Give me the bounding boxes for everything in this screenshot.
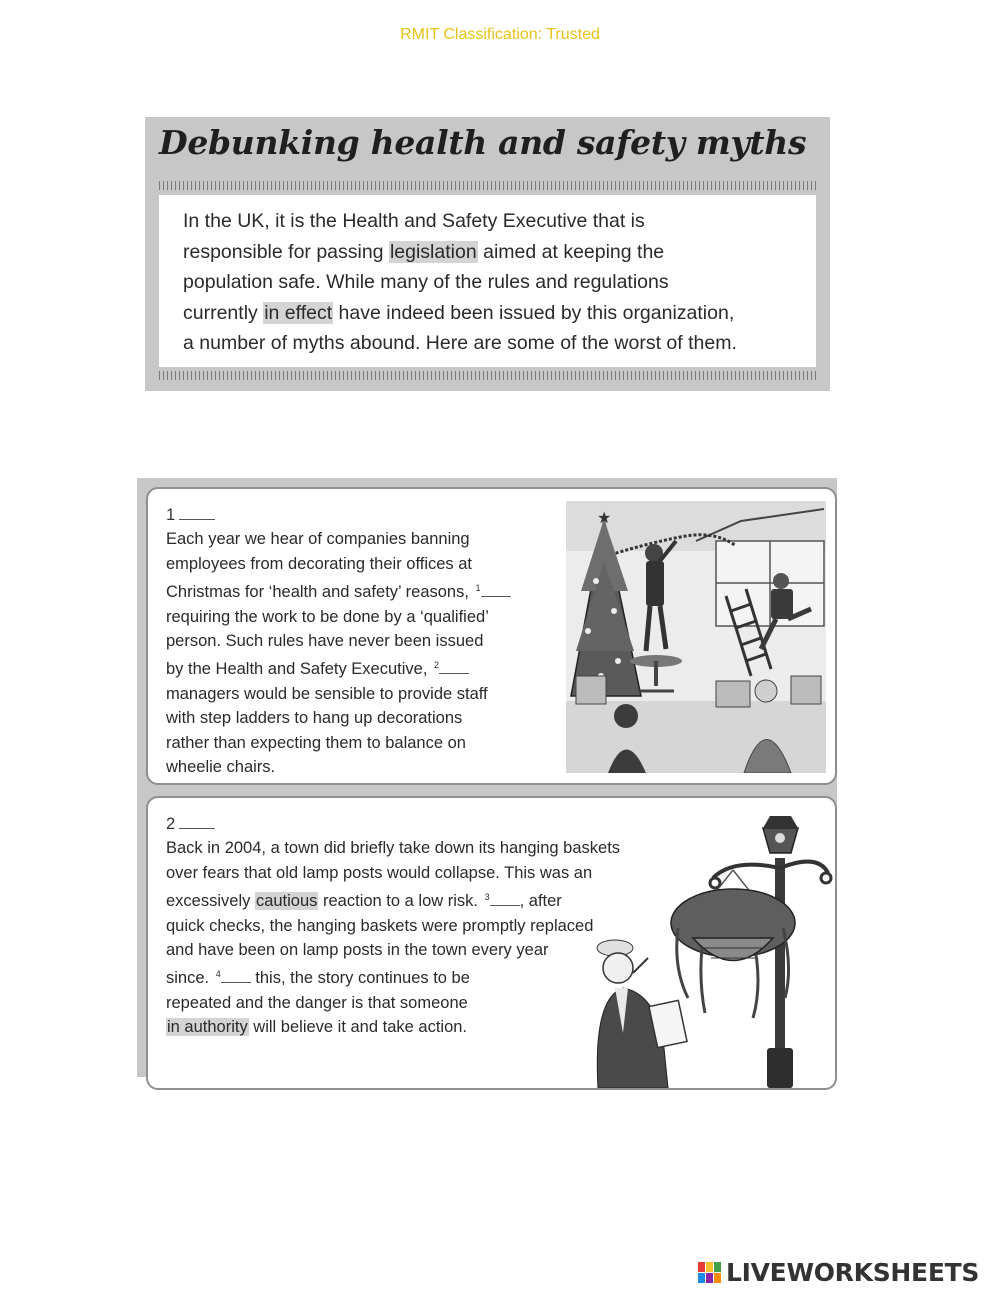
gap-number: 2 bbox=[434, 660, 440, 671]
highlighted-term: in effect bbox=[264, 301, 333, 324]
myth-heading-2 bbox=[166, 812, 620, 836]
text-line bbox=[183, 267, 803, 298]
text-line bbox=[166, 1015, 620, 1039]
text-line bbox=[166, 861, 620, 885]
gap-number: 1 bbox=[475, 583, 481, 594]
heading-blank-2[interactable] bbox=[179, 816, 215, 829]
text-line bbox=[166, 682, 511, 706]
text-line bbox=[166, 938, 620, 962]
myth-card-1 bbox=[146, 487, 837, 785]
text-run: a number of myths abound. Here are some of the worst of them. bbox=[183, 332, 737, 354]
text-run: requiring the work to be done by a ‘qualified’ bbox=[166, 607, 489, 626]
text-run: since. bbox=[166, 969, 214, 988]
text-line bbox=[166, 629, 511, 653]
myth-number: 2 bbox=[166, 815, 176, 833]
text-run: aimed at keeping the bbox=[477, 240, 665, 263]
page-title: Debunking health and safety myths bbox=[159, 123, 807, 162]
text-run: currently bbox=[183, 301, 264, 324]
text-run: Each year we hear of companies banning bbox=[166, 530, 470, 549]
decorative-tick-strip-bottom bbox=[159, 371, 816, 380]
gap-number: 4 bbox=[215, 969, 221, 980]
text-line bbox=[166, 552, 511, 576]
heading-blank-1[interactable] bbox=[179, 507, 215, 520]
intro-panel bbox=[145, 117, 830, 391]
text-line bbox=[166, 706, 511, 730]
liveworksheets-logo[interactable] bbox=[698, 1254, 998, 1290]
text-run: responsible for passing bbox=[183, 240, 389, 263]
text-run: reaction to a low risk. bbox=[318, 892, 483, 911]
text-run: over fears that old lamp posts would collapse. This was an bbox=[166, 863, 593, 882]
myth-heading-1 bbox=[166, 503, 511, 527]
text-line bbox=[166, 576, 511, 604]
text-line bbox=[166, 731, 511, 755]
gap-number: 3 bbox=[484, 892, 490, 903]
myth-text-2 bbox=[166, 812, 620, 1040]
text-run: wheelie chairs. bbox=[166, 758, 276, 777]
text-run: Christmas for ‘health and safety’ reasons, bbox=[166, 583, 474, 602]
myth-card-2 bbox=[146, 796, 837, 1090]
text-run: managers would be sensible to provide staff bbox=[166, 684, 488, 703]
text-run: population safe. While many of the rules and regulations bbox=[183, 271, 669, 293]
highlighted-term: in authority bbox=[167, 1018, 248, 1037]
text-line bbox=[183, 298, 803, 329]
text-run: In the UK, it is the Health and Safety Executive that is bbox=[183, 210, 645, 232]
text-line bbox=[183, 206, 803, 237]
text-run: employees from decorating their offices at bbox=[166, 554, 473, 573]
office-christmas-decorating-illustration bbox=[566, 501, 826, 773]
answer-blank[interactable] bbox=[490, 894, 520, 906]
highlighted-term: legislation bbox=[389, 240, 477, 263]
liveworksheets-logo-icon bbox=[698, 1262, 722, 1284]
highlighted-term: cautious bbox=[255, 892, 318, 911]
text-line bbox=[183, 328, 803, 359]
decorative-tick-strip-top bbox=[159, 181, 816, 190]
text-run: excessively bbox=[166, 892, 255, 911]
myth-text-1 bbox=[166, 503, 511, 779]
text-line bbox=[166, 653, 511, 681]
myths-panel bbox=[137, 478, 837, 1077]
intro-body bbox=[159, 195, 816, 367]
text-run: will believe it and take action. bbox=[248, 1018, 468, 1037]
text-line bbox=[166, 605, 511, 629]
text-run: person. Such rules have never been issued bbox=[166, 632, 484, 651]
answer-blank[interactable] bbox=[481, 585, 511, 597]
text-run: by the Health and Safety Executive, bbox=[166, 660, 432, 679]
text-line bbox=[166, 991, 620, 1015]
brand-name: LIVEWORKSHEETS bbox=[726, 1258, 980, 1287]
text-run: rather than expecting them to balance on bbox=[166, 733, 466, 752]
myth-number: 1 bbox=[166, 506, 176, 524]
text-run: this, the story continues to be bbox=[250, 969, 470, 988]
text-run: and have been on lamp posts in the town every year bbox=[166, 941, 549, 960]
classification-label: RMIT Classification: Trusted bbox=[400, 26, 600, 43]
text-run: repeated and the danger is that someone bbox=[166, 993, 468, 1012]
text-run: , after bbox=[519, 892, 562, 911]
intro-paragraph bbox=[183, 206, 803, 359]
lamp-post-hanging-basket-illustration bbox=[593, 798, 833, 1088]
text-line bbox=[166, 527, 511, 551]
text-run: quick checks, the hanging baskets were promptly replaced bbox=[166, 916, 594, 935]
text-line bbox=[166, 755, 511, 779]
text-line bbox=[166, 962, 620, 990]
text-line bbox=[166, 836, 620, 860]
text-run: have indeed been issued by this organization, bbox=[333, 301, 735, 324]
text-run: Back in 2004, a town did briefly take down its hanging baskets bbox=[166, 839, 621, 858]
text-line bbox=[166, 914, 620, 938]
text-line bbox=[183, 237, 803, 268]
text-line bbox=[166, 885, 620, 913]
answer-blank[interactable] bbox=[221, 971, 251, 983]
text-run: with step ladders to hang up decorations bbox=[166, 709, 463, 728]
answer-blank[interactable] bbox=[439, 662, 469, 674]
svg-text:★: ★ bbox=[597, 508, 612, 527]
